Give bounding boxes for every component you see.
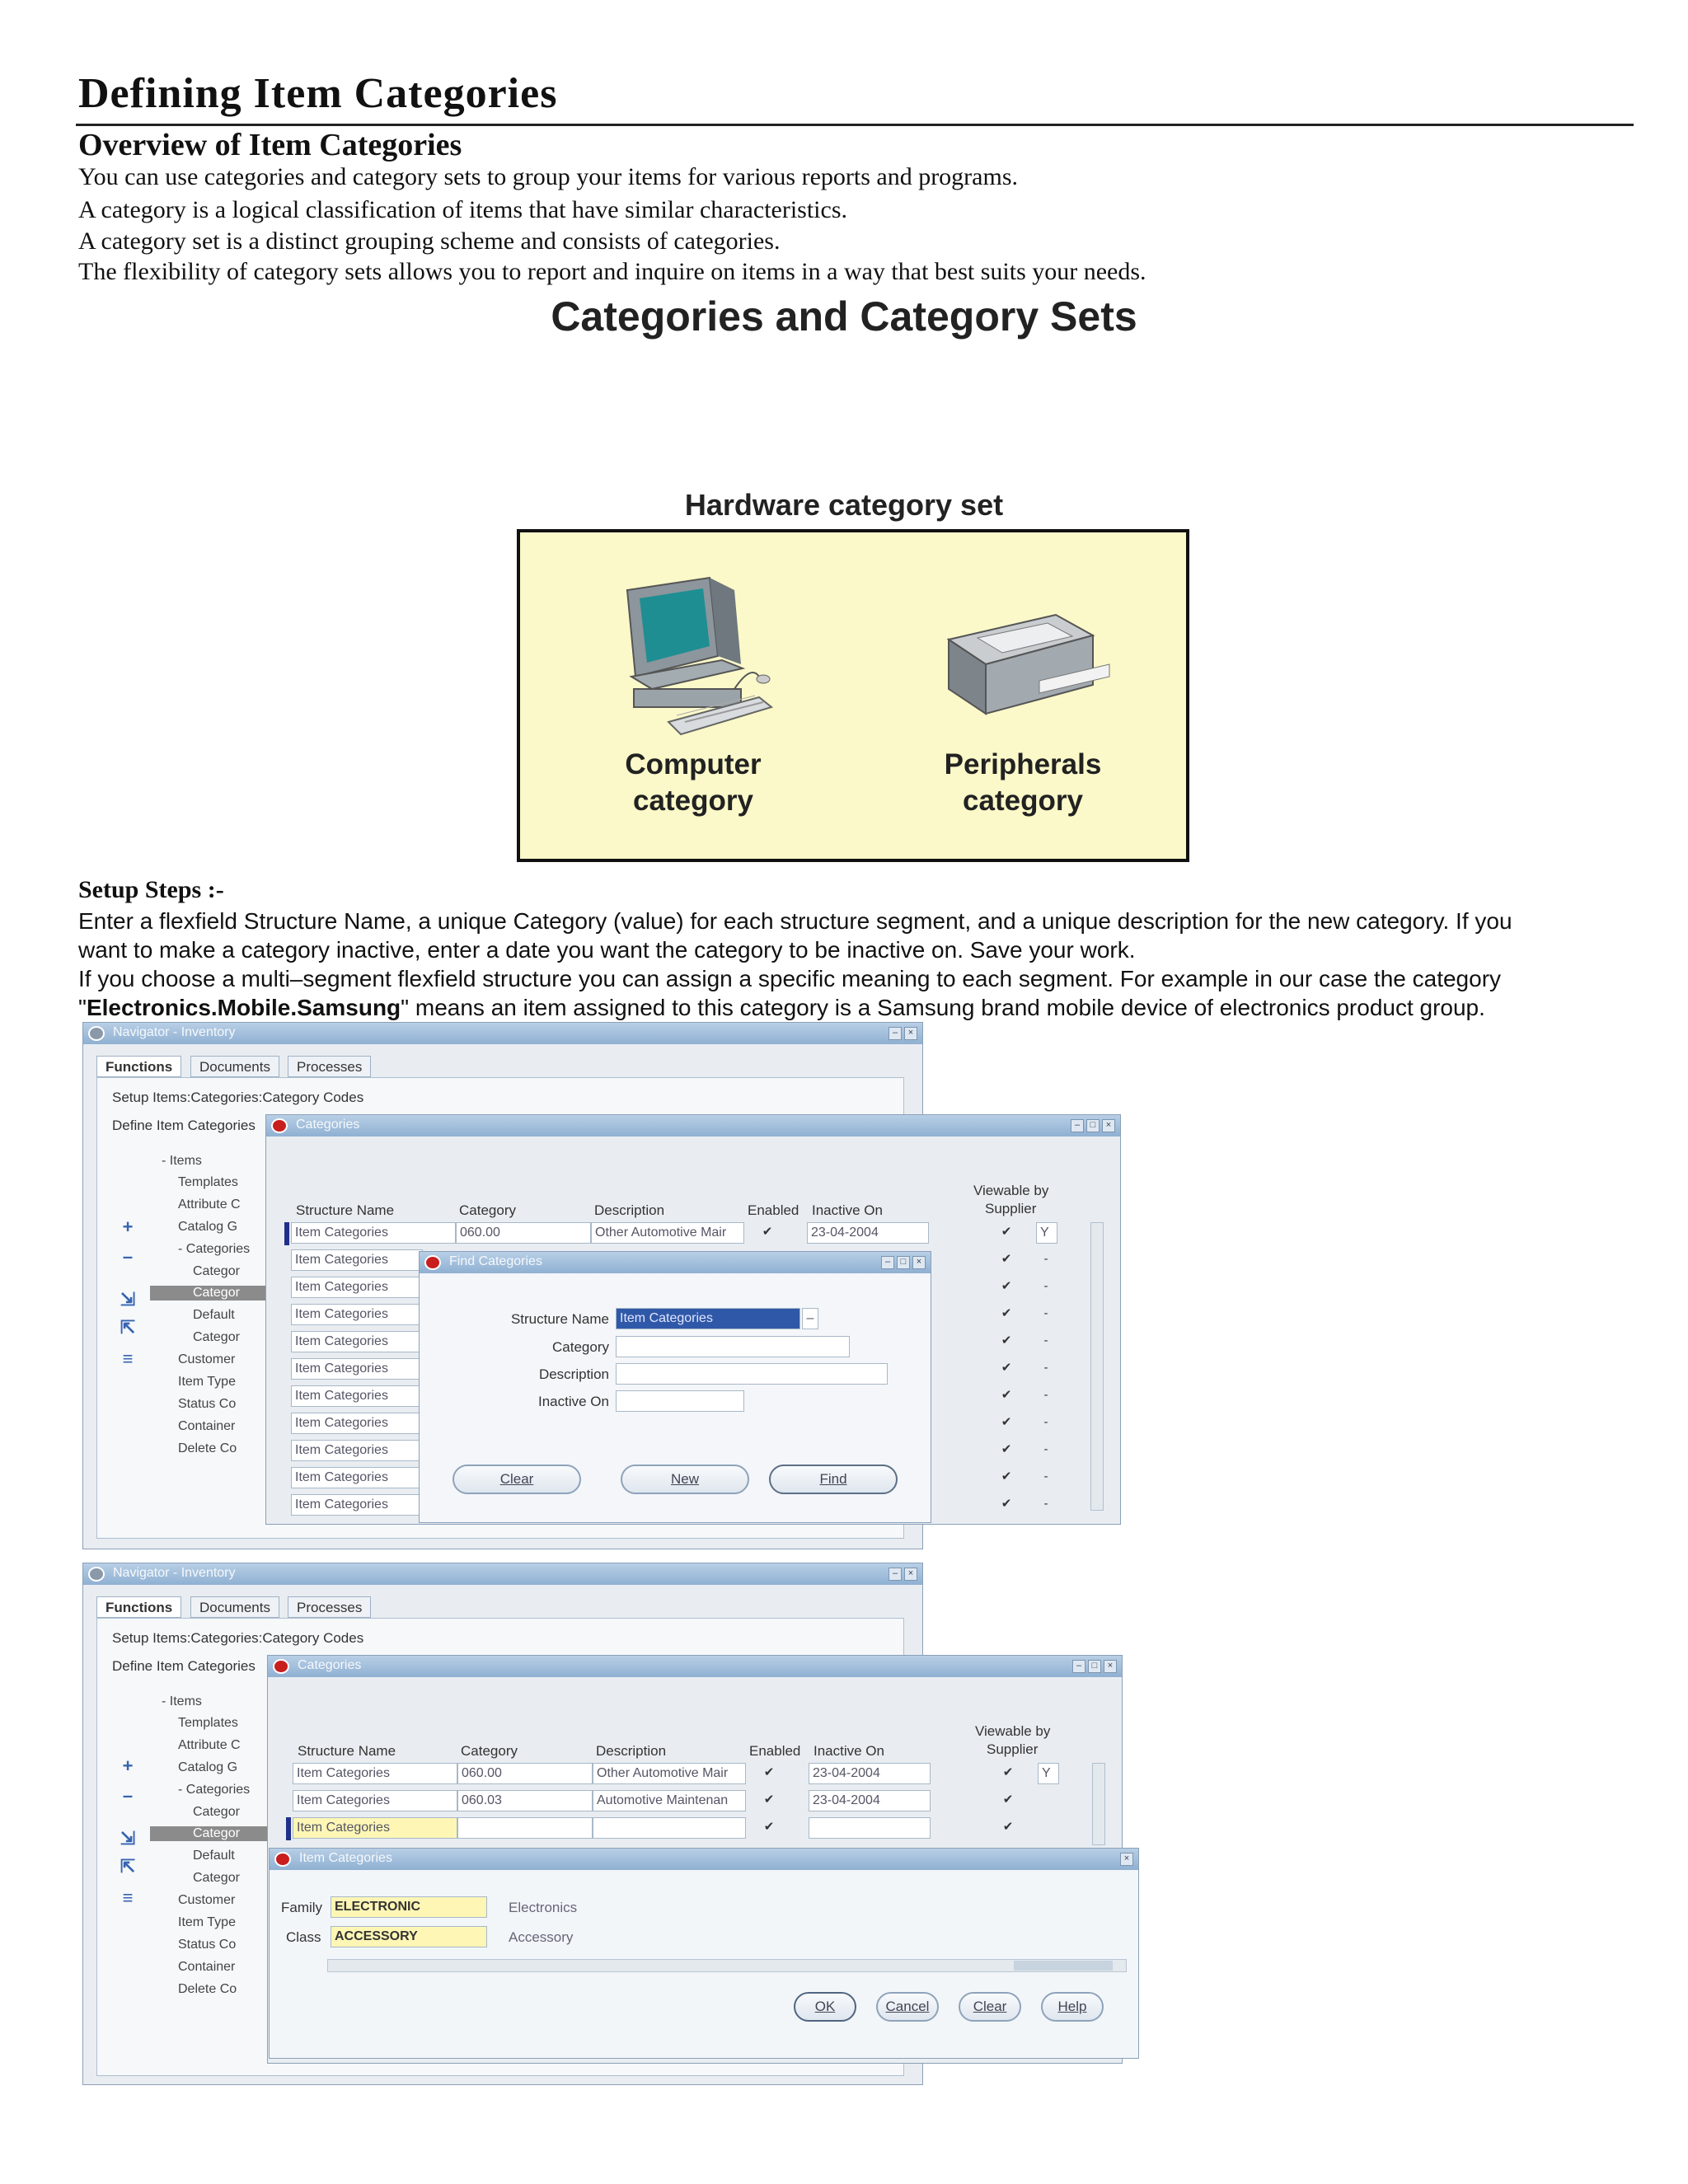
- oracle-icon: [274, 1852, 291, 1867]
- description-label: Description: [538, 1366, 609, 1382]
- structure-name-cell[interactable]: Item Categories: [291, 1467, 423, 1488]
- inactive-on-input[interactable]: [616, 1390, 744, 1412]
- navigator-titlebar: Navigator - Inventory – ×: [83, 1563, 922, 1585]
- oracle-icon: [271, 1118, 288, 1133]
- collapse-branch-icon[interactable]: ≡: [122, 1887, 134, 1908]
- collapse-all-icon[interactable]: ⇱: [120, 1856, 136, 1877]
- column-header-viewable: Viewable by: [973, 1183, 1049, 1198]
- item-categories-flexfield-dialog: [269, 1848, 1139, 2059]
- overview-line-3: A category set is a distinct grouping scheme and consists of categories.: [78, 227, 781, 255]
- category-input[interactable]: [616, 1336, 850, 1357]
- tree-item[interactable]: Catalog G: [178, 1220, 238, 1234]
- scrollbar-thumb[interactable]: [1014, 1961, 1113, 1971]
- structure-name-input[interactable]: Item Categories: [616, 1308, 800, 1329]
- oracle-icon: [273, 1659, 289, 1674]
- overview-line-1: You can use categories and category sets to group your items for various reports and programs.: [78, 163, 1018, 190]
- tree-item[interactable]: Default: [193, 1849, 235, 1863]
- column-header-enabled: Enabled: [748, 1202, 799, 1218]
- close-icon[interactable]: ×: [912, 1256, 926, 1269]
- tree-item[interactable]: Status Co: [178, 1938, 237, 1952]
- tree-item[interactable]: - Items: [162, 1694, 202, 1708]
- viewable-checkbox[interactable]: ✔: [1001, 1361, 1012, 1375]
- horizontal-scrollbar[interactable]: [327, 1959, 1127, 1972]
- viewable-checkbox[interactable]: ✔: [1001, 1469, 1012, 1483]
- column-header-description: Description: [594, 1202, 665, 1218]
- new-button[interactable]: New: [621, 1465, 749, 1494]
- tree-item[interactable]: Container: [178, 1419, 236, 1433]
- find-categories-dialog: [419, 1251, 931, 1523]
- function-path: Setup Items:Categories:Category Codes: [112, 1090, 364, 1105]
- enabled-checkbox[interactable]: ✔: [763, 1765, 775, 1779]
- column-header-structure: Structure Name: [298, 1743, 396, 1759]
- computer-icon: [611, 574, 776, 747]
- minimize-icon[interactable]: –: [889, 1568, 902, 1581]
- structure-name-label: Structure Name: [510, 1311, 609, 1327]
- supplier-dash: -: [1043, 1497, 1048, 1511]
- structure-name-cell[interactable]: Item Categories: [291, 1358, 423, 1380]
- item-categories-titlebar: Item Categories ×: [270, 1849, 1138, 1870]
- minimize-icon[interactable]: –: [881, 1256, 894, 1269]
- collapse-icon[interactable]: –: [122, 1246, 134, 1267]
- family-input[interactable]: ELECTRONIC: [331, 1896, 487, 1918]
- viewable-checkbox[interactable]: ✔: [1001, 1415, 1012, 1429]
- vertical-scrollbar[interactable]: [1092, 1763, 1105, 1845]
- close-icon[interactable]: ×: [1102, 1119, 1115, 1132]
- viewable-checkbox[interactable]: ✔: [1002, 1820, 1014, 1834]
- collapse-icon[interactable]: –: [122, 1785, 134, 1806]
- viewable-checkbox[interactable]: ✔: [1001, 1279, 1012, 1293]
- enabled-checkbox[interactable]: ✔: [763, 1820, 775, 1834]
- structure-name-cell[interactable]: Item Categories: [291, 1331, 423, 1352]
- find-button[interactable]: Find: [769, 1465, 898, 1494]
- supplier-dash: -: [1043, 1442, 1048, 1456]
- tree-item[interactable]: Attribute C: [178, 1738, 241, 1752]
- screenshot-item-categories-flexfield: [82, 1563, 1154, 2085]
- viewable-checkbox[interactable]: ✔: [1001, 1442, 1012, 1456]
- tree-item[interactable]: Categor: [193, 1330, 240, 1344]
- printer-icon: [932, 607, 1114, 730]
- class-description: Accessory: [509, 1929, 574, 1945]
- column-header-viewable: Viewable by: [975, 1723, 1051, 1739]
- function-path: Setup Items:Categories:Category Codes: [112, 1630, 364, 1646]
- tree-item[interactable]: Delete Co: [178, 1982, 237, 1996]
- description-cell[interactable]: Other Automotive Mair: [591, 1222, 744, 1244]
- setup-line-2: want to make a category inactive, enter a date you want the category to be inactive on. Save your work.: [78, 937, 1136, 963]
- overview-line-2: A category is a logical classification of items that have similar characteristics.: [78, 196, 848, 223]
- find-categories-titlebar: Find Categories – □ ×: [420, 1252, 931, 1273]
- screenshot-find-categories: [82, 1022, 1121, 1549]
- tree-item[interactable]: Customer: [178, 1893, 236, 1907]
- figure-title: Categories and Category Sets: [551, 293, 1137, 340]
- close-icon[interactable]: ×: [1104, 1660, 1117, 1673]
- inactive-on-cell[interactable]: 23-04-2004: [809, 1790, 931, 1811]
- help-button[interactable]: Help: [1041, 1992, 1104, 2022]
- tree-item-selected[interactable]: Categor: [150, 1286, 270, 1301]
- viewable-checkbox[interactable]: ✔: [1002, 1793, 1014, 1807]
- section-heading-setup-steps: Setup Steps :-: [78, 876, 224, 903]
- column-header-category: Category: [461, 1743, 518, 1759]
- description-cell[interactable]: Automotive Maintenan: [593, 1790, 746, 1811]
- oracle-icon: [88, 1567, 105, 1582]
- close-icon[interactable]: ×: [904, 1568, 917, 1581]
- expand-icon[interactable]: +: [122, 1755, 134, 1776]
- tree-item[interactable]: Status Co: [178, 1397, 237, 1411]
- viewable-checkbox[interactable]: ✔: [1001, 1333, 1012, 1347]
- structure-name-cell[interactable]: Item Categories: [291, 1277, 423, 1298]
- current-record-indicator: [284, 1222, 289, 1245]
- column-header-category: Category: [459, 1202, 516, 1218]
- supplier-dash: -: [1043, 1469, 1048, 1483]
- tree-item[interactable]: Container: [178, 1960, 236, 1974]
- peripherals-category-label: Peripherals category: [944, 748, 1102, 817]
- tab-functions[interactable]: Functions: [96, 1056, 181, 1077]
- categories-titlebar: Categories – □ ×: [266, 1115, 1120, 1137]
- close-icon[interactable]: ×: [1120, 1853, 1133, 1866]
- supplier-dash: -: [1043, 1279, 1048, 1293]
- structure-name-cell[interactable]: Item Categories: [291, 1385, 423, 1407]
- maximize-icon[interactable]: □: [897, 1256, 910, 1269]
- tree-item[interactable]: Item Type: [178, 1915, 236, 1929]
- category-example: Electronics.Mobile.Samsung: [86, 995, 401, 1020]
- tree-item[interactable]: Default: [193, 1308, 235, 1322]
- inactive-on-cell[interactable]: 23-04-2004: [807, 1222, 929, 1244]
- column-header-description: Description: [596, 1743, 667, 1759]
- structure-name-cell[interactable]: Item Categories: [291, 1494, 423, 1516]
- tree-item[interactable]: Categor: [193, 1871, 240, 1885]
- enabled-checkbox[interactable]: ✔: [762, 1225, 773, 1239]
- structure-name-cell-current[interactable]: Item Categories: [293, 1817, 457, 1839]
- tree-item[interactable]: - Items: [162, 1154, 202, 1168]
- category-cell-current[interactable]: [457, 1817, 593, 1839]
- column-header-structure: Structure Name: [296, 1202, 395, 1218]
- clear-button[interactable]: Clear: [959, 1992, 1021, 2022]
- description-cell-current[interactable]: [593, 1817, 746, 1839]
- setup-line-4: "Electronics.Mobile.Samsung" means an item assigned to this category is a Samsung brand mobile device of electronics product group.: [78, 995, 1485, 1020]
- tree-item[interactable]: Categor: [193, 1264, 240, 1278]
- supplier-flag-cell[interactable]: Y: [1038, 1763, 1059, 1784]
- viewable-checkbox[interactable]: ✔: [1001, 1497, 1012, 1511]
- oracle-icon: [88, 1026, 105, 1041]
- supplier-dash: -: [1043, 1333, 1048, 1347]
- minimize-icon[interactable]: –: [1072, 1660, 1085, 1673]
- define-item-categories-label: Define Item Categories: [112, 1658, 256, 1674]
- categories-titlebar: Categories – □ ×: [268, 1656, 1122, 1677]
- maximize-icon[interactable]: □: [1086, 1119, 1100, 1132]
- close-icon[interactable]: ×: [904, 1027, 917, 1040]
- section-heading-overview: Overview of Item Categories: [78, 128, 462, 162]
- structure-name-cell[interactable]: Item Categories: [293, 1763, 457, 1784]
- clear-button[interactable]: Clear: [452, 1465, 581, 1494]
- structure-name-cell[interactable]: Item Categories: [291, 1222, 456, 1244]
- viewable-checkbox[interactable]: ✔: [1001, 1388, 1012, 1402]
- overview-line-4: The flexibility of category sets allows you to report and inquire on items in a way that best suits your needs.: [78, 258, 1146, 285]
- expand-icon[interactable]: +: [122, 1216, 134, 1237]
- column-header-supplier: Supplier: [985, 1201, 1037, 1216]
- inactive-on-cell[interactable]: 23-04-2004: [809, 1763, 931, 1784]
- viewable-checkbox[interactable]: ✔: [1001, 1306, 1012, 1320]
- structure-name-cell[interactable]: Item Categories: [291, 1249, 423, 1271]
- collapse-all-icon[interactable]: ⇱: [120, 1317, 136, 1338]
- tab-documents[interactable]: Documents: [190, 1596, 279, 1618]
- supplier-dash: -: [1043, 1361, 1048, 1375]
- tab-processes[interactable]: Processes: [288, 1596, 371, 1618]
- document-title: Defining Item Categories: [78, 70, 558, 117]
- class-label: Class: [286, 1929, 321, 1945]
- list-of-values-icon[interactable]: –: [802, 1308, 818, 1329]
- current-record-indicator: [286, 1817, 291, 1840]
- collapse-branch-icon[interactable]: ≡: [122, 1348, 134, 1369]
- title-divider: [76, 124, 1634, 126]
- supplier-dash: -: [1043, 1388, 1048, 1402]
- column-header-supplier: Supplier: [987, 1741, 1039, 1757]
- oracle-icon: [424, 1255, 441, 1270]
- column-header-inactive-on: Inactive On: [812, 1202, 883, 1218]
- tree-item[interactable]: Categor: [193, 1805, 240, 1819]
- column-header-enabled: Enabled: [749, 1743, 801, 1759]
- tree-item[interactable]: Catalog G: [178, 1760, 238, 1774]
- tree-item[interactable]: - Categories: [178, 1242, 251, 1256]
- enabled-checkbox[interactable]: ✔: [763, 1793, 775, 1807]
- define-item-categories-label: Define Item Categories: [112, 1118, 256, 1133]
- tree-item[interactable]: Item Type: [178, 1375, 236, 1389]
- tree-item[interactable]: Customer: [178, 1352, 236, 1366]
- category-cell[interactable]: 060.03: [457, 1790, 593, 1811]
- family-description: Electronics: [509, 1900, 578, 1915]
- supplier-dash: -: [1043, 1306, 1048, 1320]
- supplier-dash: -: [1043, 1252, 1048, 1266]
- tree-item-selected[interactable]: Categor: [150, 1826, 270, 1841]
- viewable-checkbox[interactable]: ✔: [1001, 1252, 1012, 1266]
- tab-documents[interactable]: Documents: [190, 1056, 279, 1077]
- structure-name-cell[interactable]: Item Categories: [291, 1304, 423, 1325]
- tree-item[interactable]: - Categories: [178, 1783, 251, 1797]
- structure-name-cell[interactable]: Item Categories: [291, 1413, 423, 1434]
- category-label: Category: [552, 1339, 609, 1355]
- navigator-titlebar: Navigator - Inventory – ×: [83, 1023, 922, 1044]
- inactive-on-cell-current[interactable]: [809, 1817, 931, 1839]
- class-input[interactable]: ACCESSORY: [331, 1926, 487, 1947]
- setup-line-1: Enter a flexfield Structure Name, a unique Category (value) for each structure segment, and a unique description for the new category. If you: [78, 908, 1512, 934]
- viewable-checkbox[interactable]: ✔: [1002, 1765, 1014, 1779]
- column-header-inactive-on: Inactive On: [814, 1743, 884, 1759]
- supplier-flag-cell[interactable]: Y: [1036, 1222, 1057, 1244]
- setup-line-3: If you choose a multi–segment flexfield structure you can assign a specific meaning to each segment. For example in our case the category: [78, 966, 1502, 991]
- maximize-icon[interactable]: □: [1088, 1660, 1101, 1673]
- tab-functions[interactable]: Functions: [96, 1596, 181, 1618]
- description-cell[interactable]: Other Automotive Mair: [593, 1763, 746, 1784]
- tree-item[interactable]: Delete Co: [178, 1441, 237, 1455]
- ok-button[interactable]: OK: [794, 1992, 856, 2022]
- minimize-icon[interactable]: –: [1071, 1119, 1084, 1132]
- expand-all-icon[interactable]: ⇲: [120, 1828, 136, 1849]
- category-cell[interactable]: 060.00: [456, 1222, 591, 1244]
- computer-category-label: Computer category: [625, 748, 762, 817]
- tree-item[interactable]: Templates: [178, 1175, 238, 1189]
- category-cell[interactable]: 060.00: [457, 1763, 593, 1784]
- expand-all-icon[interactable]: ⇲: [120, 1289, 136, 1310]
- tab-processes[interactable]: Processes: [288, 1056, 371, 1077]
- family-label: Family: [281, 1900, 323, 1915]
- structure-name-cell[interactable]: Item Categories: [291, 1440, 423, 1461]
- cancel-button[interactable]: Cancel: [876, 1992, 939, 2022]
- vertical-scrollbar[interactable]: [1090, 1222, 1104, 1511]
- supplier-dash: -: [1043, 1415, 1048, 1429]
- tree-item[interactable]: Attribute C: [178, 1197, 241, 1212]
- minimize-icon[interactable]: –: [889, 1027, 902, 1040]
- figure-set-label: Hardware category set: [684, 488, 1004, 522]
- category-set-box: [517, 529, 1189, 862]
- structure-name-cell[interactable]: Item Categories: [293, 1790, 457, 1811]
- tree-item[interactable]: Templates: [178, 1716, 238, 1730]
- viewable-checkbox[interactable]: ✔: [1001, 1225, 1012, 1239]
- inactive-on-label: Inactive On: [538, 1394, 609, 1409]
- description-input[interactable]: [616, 1363, 888, 1385]
